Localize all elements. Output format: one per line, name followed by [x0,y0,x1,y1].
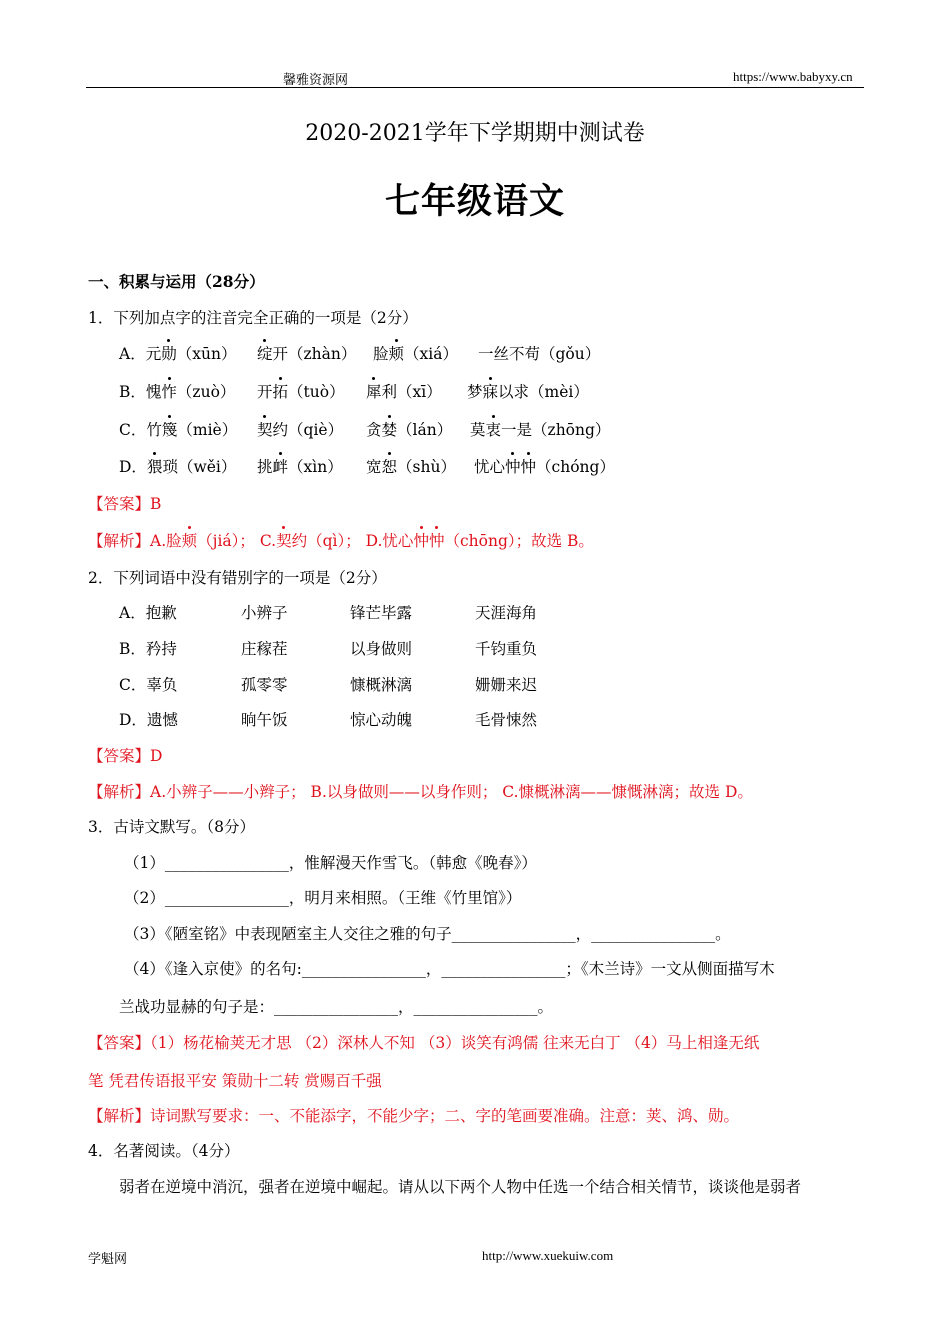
text: 挑 [257,458,273,476]
q2-row-d-1: D．遗憾 [119,711,178,729]
question-4-stem: 4．名著阅读。（4分） [88,1142,240,1160]
text: 元 [145,345,162,363]
text: （xūn） [176,345,237,363]
q1-analysis [88,531,594,551]
text: （tuò） [288,383,345,401]
dotted-char: 契 [257,421,273,439]
q1-option-a-2 [257,344,356,364]
dotted-char: 猥 [146,458,163,476]
q3-analysis: 【解析】诗词默写要求：一、不能添字，不能少字；二、字的笔画要准确。注意：荚、鸿、勋。 [88,1107,740,1125]
q2-row-c-3: 慷概淋漓 [350,676,413,694]
dotted-char: 契 [276,532,292,550]
q2-row-a-3: 锋芒毕露 [350,604,413,622]
q1-option-b [119,382,235,402]
text: 约（qiè） [272,421,344,439]
text: 梦 [467,383,483,401]
question-1-stem: 1．下列加点字的注音完全正确的一项是（2分） [88,309,418,327]
question-3-stem: 3．古诗文默写。（8分） [88,818,255,836]
q1-option-c-2 [257,420,343,440]
q1-option-c [119,420,237,440]
q2-analysis: 【解析】A.小辨子——小辫子； B.以身做则——以身作则； C.慷概淋漓——慷慨淋漓；故选 D。 [88,783,753,801]
q3-line-4: （4）《逢入京使》的名句:________________，________________；《木兰诗》一文从侧面描写木 [124,960,775,978]
dotted-char: 勋 [161,345,177,363]
dotted-char: 犀 [366,383,382,401]
text: （chōng）；故选 B。 [444,532,594,550]
header-url: https://www.babyxy.cn [733,69,853,84]
q3-answer-2: 笔 凭君传语报平安 策勋十二转 赏赐百千强 [88,1072,382,1090]
text: 开（zhàn） [272,345,357,363]
q2-row-c-2: 孤零零 [241,676,288,694]
dotted-char: 篾 [161,421,178,439]
q3-line-1: （1）________________，惟解漫天作雪飞。（韩愈《晚春》） [124,854,537,872]
q1-option-b-2 [257,382,345,402]
question-2-stem: 2．下列词语中没有错别字的一项是（2分） [88,569,387,587]
text: （jiá）； C. [197,532,277,550]
q3-line-3: （3）《陋室铭》中表现陋室主人交往之雅的句子________________，________________。 [124,925,731,943]
dotted-char: 拓 [272,383,289,401]
text: （chóng） [536,458,615,476]
text: 脸 [373,345,389,363]
q1-option-d [119,457,236,477]
text: （zuò） [176,383,236,401]
option-label: C． [119,421,147,439]
dotted-char: 颊 [388,345,405,363]
q2-row-d-2: 晌午饭 [241,711,288,729]
section-heading: 一、积累与运用（28分） [88,272,265,291]
dotted-char: 怍 [161,383,177,401]
q1-option-c-3 [366,420,452,440]
text: 琐（wěi） [162,458,237,476]
q2-row-b-3: 以身做则 [350,640,413,658]
text: （xiá） [404,345,458,363]
dotted-char: 衅 [272,458,289,476]
option-label: B． [119,383,146,401]
q1-option-a-4: 一丝不苟（gǒu） [478,345,601,363]
header-site-name: 馨雅资源网 [283,72,349,87]
q2-row-b-1: B．矜持 [119,640,177,658]
q2-row-c-1: C．辜负 [119,676,178,694]
dotted-char: 婪 [381,421,398,439]
q2-row-c-4: 姗姗来迟 [475,676,538,694]
text: 忧心 [474,458,506,476]
text: 宽 [366,458,382,476]
q1-option-d-4 [474,457,615,477]
q2-row-b-2: 庄稼茬 [241,640,288,658]
text: （xìn） [288,458,343,476]
footer-site-name: 学魁网 [88,1251,128,1266]
text: 【解析】A.脸 [88,532,182,550]
q2-row-a-1: A．抱歉 [119,604,177,622]
dotted-char: 绽 [257,345,273,363]
q2-row-a-4: 天涯海角 [475,604,538,622]
text: （shù） [397,458,456,476]
header-rule [86,87,864,88]
footer-url: http://www.xuekuiw.com [482,1248,614,1263]
text: 约（qì）； D.忧心 [291,532,414,550]
q2-answer: 【答案】D [88,747,163,765]
text: 愧 [145,383,162,401]
text: 贪 [366,421,382,439]
dotted-char: 寐 [482,383,499,401]
text: 莫 [470,421,486,439]
q2-row-a-2: 小辨子 [241,604,288,622]
text: 竹 [146,421,162,439]
text: （miè） [177,421,238,439]
q4-text: 弱者在逆境中消沉，强者在逆境中崛起。请从以下两个人物中任选一个结合相关情节，谈谈他是弱者 [119,1178,802,1196]
dotted-char: 颊 [181,532,198,550]
q1-option-d-2 [257,457,343,477]
q1-option-c-4 [470,420,610,440]
dotted-char: 忡 [428,532,445,550]
exam-title: 2020-2021学年下学期期中测试卷 [305,121,645,146]
text: 开 [257,383,273,401]
dotted-char: 衷 [485,421,502,439]
text: 利（xī） [381,383,442,401]
q3-line-5: 兰战功显赫的句子是：________________，________________。 [119,998,554,1016]
q1-option-a [119,344,236,364]
q1-option-a-3 [373,344,458,364]
option-label: A． [119,345,146,363]
dotted-char: 恕 [381,458,398,476]
text: （lán） [397,421,453,439]
q1-option-b-4 [467,382,589,402]
q2-row-b-4: 千钧重负 [475,640,538,658]
q3-answer-1: 【答案】（1）杨花榆荚无才思 （2）深林人不知 （3）谈笑有鸿儒 往来无白丁 （4）马上相逢无纸 [88,1034,760,1052]
exam-subtitle: 七年级语文 [384,181,565,222]
text: 以求（mèi） [498,383,589,401]
q2-row-d-3: 惊心动魄 [350,711,413,729]
option-label: D． [119,458,147,476]
q1-option-d-3 [366,457,456,477]
q2-row-d-4: 毛骨悚然 [475,711,538,729]
q1-answer: 【答案】B [88,495,162,513]
text: 一是（zhōng） [501,421,611,439]
dotted-char: 忡 [413,532,429,550]
dotted-char: 忡 [505,458,521,476]
q1-option-b-3 [366,382,442,402]
q3-line-2: （2）________________，明月来相照。（王维《竹里馆》） [124,889,522,907]
dotted-char: 忡 [520,458,537,476]
